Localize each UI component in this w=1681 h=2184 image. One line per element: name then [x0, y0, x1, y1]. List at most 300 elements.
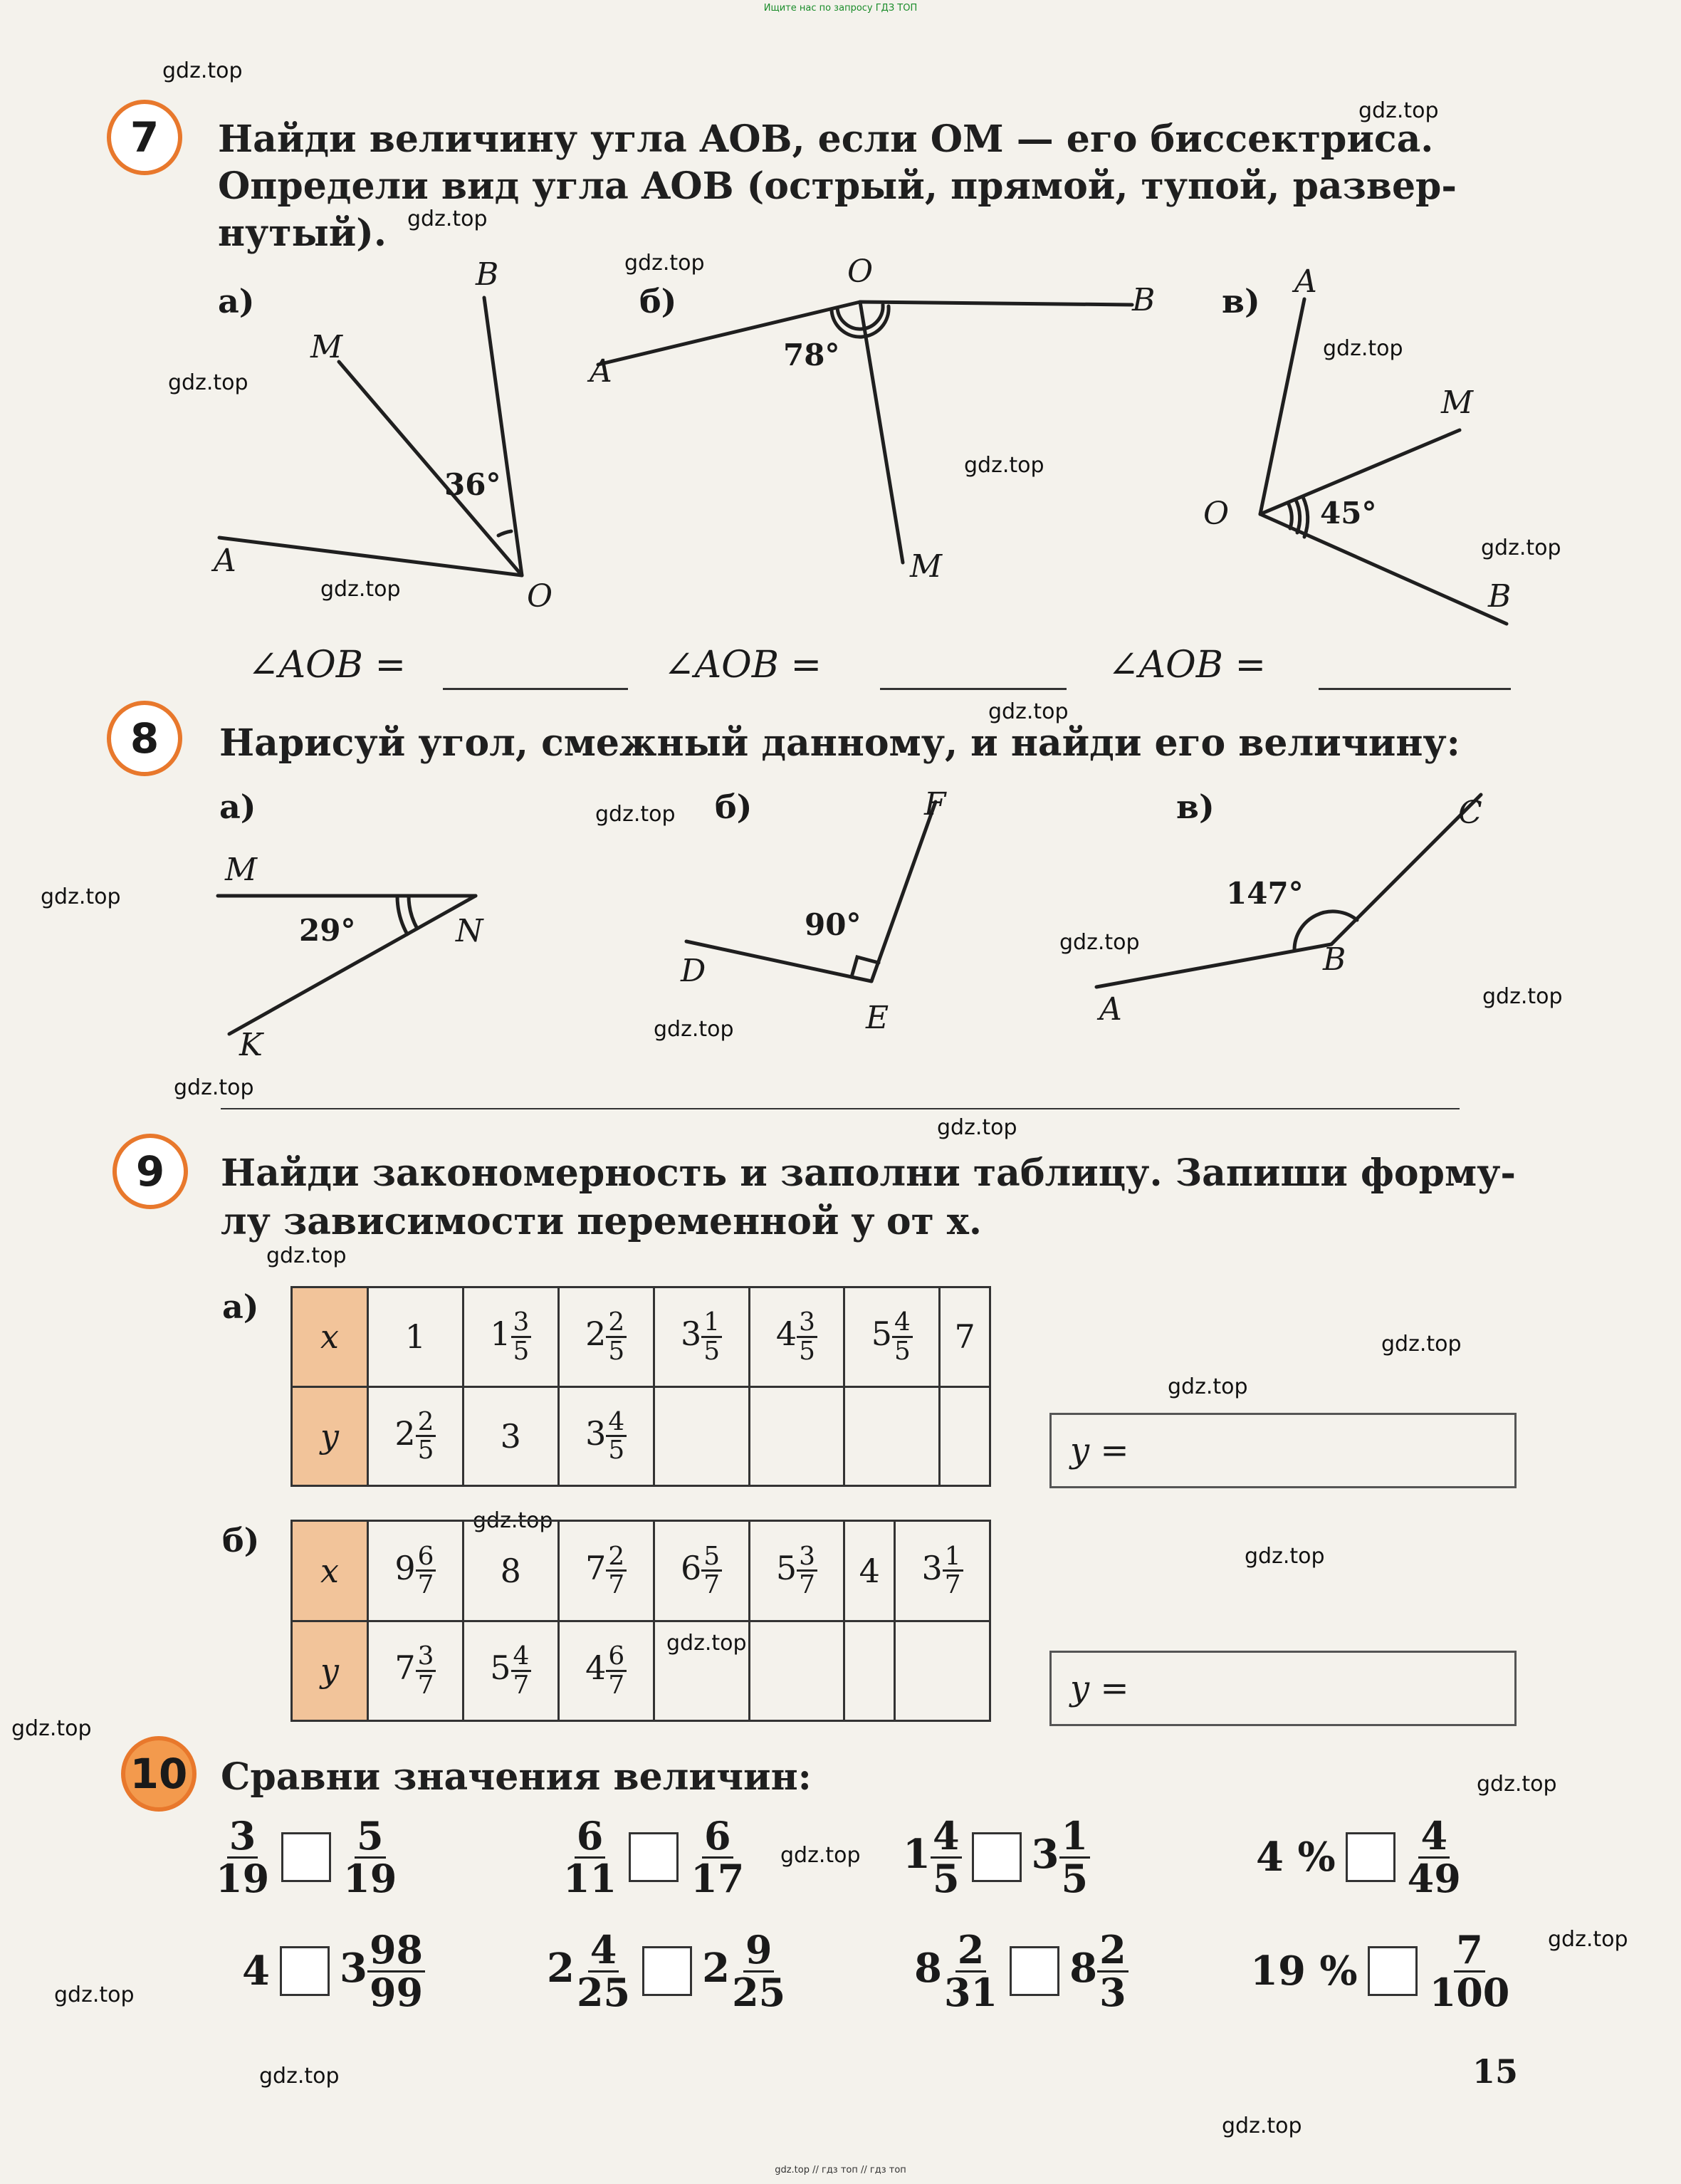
task9a-table: [290, 1286, 991, 1487]
table-cell-y[interactable]: [895, 1621, 990, 1721]
fraction: [1428, 1927, 1512, 2015]
task8c-label: в): [1176, 788, 1215, 826]
table-cell-x: [749, 1521, 844, 1621]
whole-part: 3: [585, 1414, 607, 1453]
denominator: 5: [799, 1336, 815, 1366]
table-cell-y[interactable]: [654, 1386, 749, 1486]
task7a-point-M: M: [310, 329, 343, 365]
comparison-box[interactable]: [281, 1832, 331, 1882]
task9a-formula-label: y =: [1070, 1431, 1129, 1470]
denominator: 11: [563, 1855, 617, 1901]
numerator: 98: [367, 1930, 425, 1973]
numerator: 6: [416, 1543, 436, 1572]
watermark: gdz.top: [473, 1508, 553, 1533]
whole-part: 2: [585, 1315, 607, 1354]
number-value: [214, 1813, 271, 1901]
fraction: [1097, 1927, 1128, 2015]
table-cell-x: [558, 1287, 654, 1387]
whole-part: 4: [242, 1948, 270, 1995]
table-cell-y[interactable]: [844, 1621, 895, 1721]
watermark: gdz.top: [595, 802, 676, 827]
task8c-point-C: C: [1458, 795, 1482, 831]
task7a-point-A: A: [214, 543, 236, 579]
denominator: 5: [417, 1436, 434, 1465]
watermark: gdz.top: [1222, 2114, 1302, 2138]
denominator: 7: [703, 1570, 721, 1600]
numerator: 4: [892, 1309, 913, 1338]
task7a-angle: 36°: [444, 467, 501, 502]
table-cell-y[interactable]: [940, 1386, 990, 1486]
number-value: [1256, 1834, 1336, 1881]
task7c-point-A: A: [1294, 263, 1317, 300]
watermark: gdz.top: [168, 370, 248, 395]
angle-arc-1: [1289, 504, 1292, 528]
fraction: [561, 1813, 619, 1901]
task7b-label: б): [639, 282, 677, 320]
fraction: [606, 1406, 627, 1465]
page-number: 15: [1472, 2052, 1519, 2091]
denominator: 25: [732, 1969, 786, 2015]
numerator: 1: [943, 1543, 963, 1572]
number-value: [561, 1813, 619, 1901]
section-divider: [221, 1108, 1460, 1109]
number-value: [585, 1307, 627, 1366]
numerator: 3: [797, 1543, 817, 1572]
fraction: [931, 1813, 962, 1901]
ray-OA: [1260, 299, 1304, 514]
whole-part: 3: [921, 1548, 943, 1587]
numerator: 3: [227, 1816, 258, 1859]
x-header: x: [292, 1521, 368, 1621]
fraction: [214, 1813, 271, 1901]
numerator: 5: [355, 1816, 386, 1859]
watermark: gdz.top: [624, 251, 705, 276]
fraction: [367, 1927, 425, 2015]
table-cell-x: [749, 1287, 844, 1387]
whole-part: 1: [404, 1317, 426, 1357]
denominator: 5: [703, 1336, 721, 1366]
task8a-point-M: M: [225, 852, 258, 888]
task7-text-line2: Определи вид угла AOB (острый, прямой, тупой, развер-: [218, 164, 1457, 208]
denominator: 25: [576, 1969, 631, 2015]
task9a-label: а): [222, 1287, 259, 1326]
denominator: 7: [417, 1670, 434, 1700]
table-cell-y[interactable]: [749, 1386, 844, 1486]
number-value: [702, 1927, 787, 2015]
denominator: 7: [799, 1570, 815, 1600]
table-cell-y: [463, 1621, 558, 1721]
numerator: 6: [575, 1816, 606, 1859]
comparison-item: [914, 1927, 1128, 2015]
fraction: [701, 1309, 722, 1364]
task9b-formula-label: y =: [1070, 1668, 1129, 1708]
whole-part: 3: [1031, 1830, 1059, 1878]
number-value: [394, 1541, 436, 1600]
whole-part: 2: [547, 1944, 575, 1992]
number-value: [775, 1307, 817, 1366]
ray-BA: [1096, 944, 1331, 987]
number-value: [903, 1813, 962, 1901]
whole-part: 1: [903, 1830, 931, 1878]
whole-part: 4: [585, 1649, 607, 1688]
numerator: 9: [743, 1930, 775, 1973]
denominator: 5: [894, 1336, 911, 1366]
comparison-item: [242, 1927, 425, 2015]
task8c-angle: 147°: [1226, 876, 1304, 911]
task-number-8: 8: [107, 701, 182, 776]
task7b-point-O: O: [847, 254, 874, 290]
number-value: [1428, 1927, 1512, 2015]
comparison-box[interactable]: [1010, 1946, 1059, 1996]
watermark: gdz.top: [11, 1716, 92, 1741]
whole-part: 9: [394, 1548, 416, 1587]
whole-part: 5: [775, 1548, 797, 1587]
number-value: [547, 1927, 632, 2015]
denominator: 19: [343, 1855, 397, 1901]
table-cell-x: [654, 1287, 749, 1387]
table-cell-y: [463, 1386, 558, 1486]
number-value: [859, 1552, 880, 1590]
table-cell-x: [895, 1521, 990, 1621]
comparison-box[interactable]: [972, 1832, 1022, 1882]
task8b-label: б): [715, 788, 753, 826]
watermark: gdz.top: [1381, 1332, 1462, 1357]
table-row-x: [292, 1521, 990, 1621]
table-cell-x: [844, 1521, 895, 1621]
whole-part: 6: [681, 1548, 702, 1587]
fraction: [341, 1813, 399, 1901]
comparison-box[interactable]: [280, 1946, 330, 1996]
watermark: gdz.top: [1245, 1544, 1325, 1569]
number-value: [681, 1541, 722, 1600]
fraction: [416, 1406, 436, 1465]
table-cell-y: [368, 1621, 464, 1721]
watermark: gdz.top: [1477, 1772, 1557, 1797]
number-value: [585, 1641, 627, 1700]
denominator: 5: [608, 1436, 625, 1465]
number-value: [585, 1541, 627, 1600]
comparison-item: [547, 1927, 787, 2015]
task8a-angle: 29°: [299, 913, 356, 948]
numerator: 4: [931, 1816, 962, 1859]
numerator: 2: [606, 1309, 627, 1338]
denominator: 5: [932, 1855, 960, 1901]
whole-part: 1: [490, 1315, 511, 1354]
task9a-formula-box[interactable]: [1049, 1413, 1517, 1488]
denominator: 5: [1061, 1855, 1089, 1901]
fraction: [701, 1543, 722, 1599]
whole-part: 2: [394, 1414, 416, 1453]
comparison-item: [903, 1813, 1090, 1901]
number-value: [775, 1541, 817, 1600]
comparison-box[interactable]: [1368, 1946, 1418, 1996]
task8c-point-A: A: [1099, 991, 1122, 1028]
whole-part: 3: [500, 1416, 521, 1456]
table-cell-x: [844, 1287, 940, 1387]
denominator: 99: [369, 1969, 424, 2015]
fraction: [943, 1543, 963, 1599]
fraction: [511, 1643, 532, 1698]
whole-part: 4: [859, 1551, 880, 1590]
whole-part: 7: [585, 1548, 607, 1587]
number-value: [501, 1552, 521, 1590]
number-value: [1405, 1813, 1463, 1901]
table-cell-x: [654, 1521, 749, 1621]
table-cell-y: [558, 1621, 654, 1721]
denominator: 5: [513, 1336, 530, 1366]
number-value: [394, 1406, 436, 1465]
task7a-point-B: B: [476, 256, 499, 293]
whole-part: 3: [681, 1315, 702, 1354]
numerator: 4: [1418, 1816, 1450, 1859]
comparison-item: [1250, 1927, 1512, 2015]
whole-part: 8: [1069, 1944, 1098, 1992]
denominator: 7: [608, 1670, 625, 1700]
numerator: 4: [511, 1643, 532, 1672]
task7c-angle: 45°: [1320, 496, 1377, 531]
task7c-point-O: O: [1203, 496, 1230, 532]
task8b-point-D: D: [681, 953, 706, 989]
table-cell-x: [463, 1521, 558, 1621]
task8c-diagram: [0, 712, 1681, 1139]
task7a-point-O: O: [527, 578, 553, 615]
numerator: 2: [606, 1543, 627, 1572]
numerator: 7: [1454, 1930, 1485, 1973]
task7-answer-a: ∠AOB =: [248, 644, 407, 686]
numerator: 3: [416, 1643, 436, 1672]
task8b-point-F: F: [924, 786, 946, 822]
table-cell-x: [940, 1287, 990, 1387]
task8b-angle: 90°: [805, 907, 862, 942]
watermark: gdz.top: [162, 58, 243, 83]
task9b-label: б): [222, 1521, 260, 1559]
fraction: [1059, 1813, 1091, 1901]
fraction: [797, 1309, 817, 1364]
denominator: 7: [608, 1570, 625, 1600]
number-value: [501, 1417, 521, 1456]
fraction: [688, 1813, 746, 1901]
watermark: gdz.top: [1482, 984, 1563, 1009]
task8-text: Нарисуй угол, смежный данному, и найди его величину:: [219, 721, 1460, 765]
watermark: gdz.top: [937, 1115, 1017, 1140]
number-value: [688, 1813, 746, 1901]
number-value: [585, 1406, 627, 1465]
numerator: 3: [797, 1309, 817, 1338]
task7-answer-line-a[interactable]: [443, 688, 628, 690]
task9-text-line1: Найди закономерность и заполни таблицу. Запиши форму-: [221, 1151, 1517, 1195]
number-value: [242, 1948, 270, 1995]
number-value: [339, 1927, 425, 2015]
numerator: 3: [511, 1309, 532, 1338]
table-cell-y[interactable]: [844, 1386, 940, 1486]
watermark: gdz.top: [988, 699, 1069, 724]
denominator: 17: [691, 1855, 745, 1901]
task8a-point-N: N: [456, 913, 483, 949]
fraction: [511, 1309, 532, 1364]
number-value: [341, 1813, 399, 1901]
denominator: 5: [608, 1336, 625, 1366]
comparison-box[interactable]: [1346, 1832, 1395, 1882]
task7b-point-B: B: [1132, 282, 1156, 318]
number-value: [954, 1317, 975, 1356]
whole-part: 4: [775, 1315, 797, 1354]
table-row-x: [292, 1287, 990, 1387]
task-number-7: 7: [107, 100, 182, 175]
denominator: 31: [943, 1969, 998, 2015]
watermark: gdz.top: [780, 1843, 861, 1868]
denominator: 19: [216, 1855, 270, 1901]
watermark: gdz.top: [654, 1017, 734, 1042]
denominator: 7: [513, 1670, 530, 1700]
whole-part: 8: [914, 1944, 942, 1992]
task9b-formula-box[interactable]: [1049, 1651, 1517, 1726]
fraction: [416, 1543, 436, 1599]
fraction: [575, 1927, 632, 2015]
numerator: 1: [701, 1309, 722, 1338]
watermark: gdz.top: [174, 1075, 254, 1100]
watermark: gdz.top: [41, 884, 121, 909]
table-row-y: [292, 1386, 990, 1486]
table-row-y: [292, 1621, 990, 1721]
angle-arc-2: [1296, 500, 1300, 533]
task7a-label: а): [218, 282, 255, 320]
denominator: 3: [1099, 1969, 1126, 2015]
task7-answer-line-b[interactable]: [880, 688, 1067, 690]
task7c-point-B: B: [1488, 578, 1512, 615]
numerator: 5: [701, 1543, 722, 1572]
y-header: y: [292, 1386, 368, 1486]
watermark: gdz.top: [1323, 336, 1403, 361]
bottom-note: gdz.top // гдз топ // гдз топ: [775, 2165, 906, 2175]
fraction: [1405, 1813, 1463, 1901]
table-cell-y[interactable]: [654, 1621, 749, 1721]
percent-value: 4 %: [1256, 1834, 1336, 1881]
fraction: [892, 1309, 913, 1364]
number-value: [394, 1641, 436, 1700]
denominator: 7: [417, 1570, 434, 1600]
numerator: 2: [416, 1409, 436, 1438]
number-value: [681, 1307, 722, 1366]
watermark: gdz.top: [54, 1982, 135, 2007]
number-value: [405, 1317, 426, 1356]
fraction: [730, 1927, 787, 2015]
task7-answer-line-c[interactable]: [1319, 688, 1511, 690]
whole-part: 5: [490, 1649, 511, 1688]
whole-part: 7: [954, 1317, 975, 1357]
watermark: gdz.top: [266, 1243, 347, 1268]
denominator: 100: [1429, 1969, 1510, 2015]
task7b-point-M: M: [910, 548, 943, 585]
numerator: 6: [606, 1643, 627, 1672]
task7-answer-c: ∠AOB =: [1108, 644, 1267, 686]
number-value: [1031, 1813, 1091, 1901]
angle-arc-3: [1303, 497, 1308, 537]
task10-text: Сравни значения величин:: [221, 1755, 812, 1799]
table-cell-y: [368, 1386, 464, 1486]
comparison-item: [561, 1813, 746, 1901]
whole-part: 5: [871, 1315, 893, 1354]
comparison-box[interactable]: [629, 1832, 679, 1882]
task7b-point-A: A: [590, 353, 612, 390]
watermark: gdz.top: [407, 207, 488, 231]
task8a-label: а): [219, 788, 256, 826]
fraction: [606, 1643, 627, 1698]
number-value: [871, 1307, 913, 1366]
percent-value: 19 %: [1250, 1948, 1358, 1995]
fraction: [416, 1643, 436, 1698]
whole-part: 8: [500, 1551, 521, 1590]
numerator: 4: [588, 1930, 619, 1973]
fraction: [797, 1543, 817, 1599]
task7-answer-b: ∠AOB =: [664, 644, 822, 686]
watermark: gdz.top: [666, 1631, 747, 1656]
watermark: gdz.top: [1358, 98, 1439, 123]
whole-part: 3: [339, 1944, 367, 1992]
number-value: [1069, 1927, 1128, 2015]
top-note: Ищите нас по запросу ГДЗ ТОП: [763, 3, 918, 14]
numerator: 1: [1059, 1816, 1091, 1859]
number-value: [490, 1641, 531, 1700]
watermark: gdz.top: [1059, 930, 1140, 955]
number-value: [1250, 1948, 1358, 1995]
whole-part: 2: [702, 1944, 730, 1992]
task-number-9: 9: [112, 1134, 188, 1209]
x-header: x: [292, 1287, 368, 1387]
comparison-item: [1256, 1813, 1463, 1901]
task9-text-line2: лу зависимости переменной y от x.: [221, 1200, 983, 1243]
table-cell-x: [463, 1287, 558, 1387]
task7c-label: в): [1222, 282, 1260, 320]
watermark: gdz.top: [964, 453, 1044, 478]
watermark: gdz.top: [1548, 1927, 1628, 1952]
comparison-box[interactable]: [642, 1946, 692, 1996]
task-number-10: 10: [121, 1736, 197, 1812]
numerator: 6: [702, 1816, 733, 1859]
fraction: [606, 1309, 627, 1364]
watermark: gdz.top: [320, 577, 401, 602]
number-value: [921, 1541, 963, 1600]
numerator: 2: [955, 1930, 987, 1973]
number-value: [914, 1927, 1000, 2015]
fraction: [606, 1543, 627, 1599]
task8b-point-E: E: [866, 1000, 889, 1036]
table-cell-y[interactable]: [749, 1621, 844, 1721]
numerator: 4: [606, 1409, 627, 1438]
task7-text-line3: нутый).: [218, 211, 387, 255]
fraction: [942, 1927, 1000, 2015]
table-cell-x: [558, 1521, 654, 1621]
table-cell-x: [368, 1521, 464, 1621]
task8c-point-B: B: [1323, 941, 1346, 978]
task7-text-line1: Найди величину угла AOB, если OM — его биссектриса.: [218, 117, 1434, 161]
task8a-point-K: K: [239, 1027, 263, 1063]
task7c-point-M: M: [1441, 385, 1474, 421]
table-cell-x: [368, 1287, 464, 1387]
denominator: 49: [1407, 1855, 1461, 1901]
y-header: y: [292, 1621, 368, 1721]
comparison-item: [214, 1813, 399, 1901]
task7b-angle: 78°: [783, 338, 840, 372]
table-cell-y: [558, 1386, 654, 1486]
number-value: [490, 1307, 531, 1366]
task7c-diagram: [0, 0, 1681, 712]
watermark: gdz.top: [1168, 1374, 1248, 1399]
denominator: 7: [944, 1570, 961, 1600]
watermark: gdz.top: [259, 2064, 340, 2089]
numerator: 2: [1097, 1930, 1128, 1973]
task9b-table: [290, 1520, 991, 1722]
whole-part: 7: [394, 1649, 416, 1688]
